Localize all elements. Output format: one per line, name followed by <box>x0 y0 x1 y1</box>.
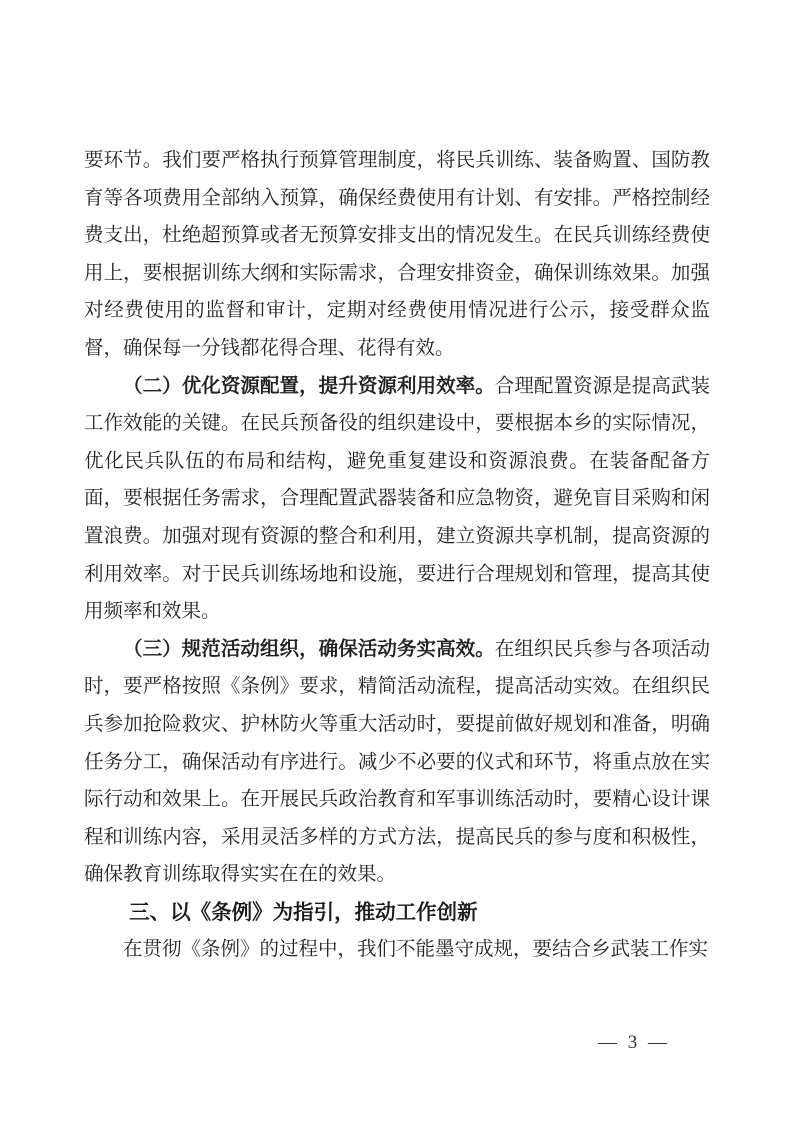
document-body <box>84 142 710 969</box>
paragraph-innovation-intro <box>84 931 710 969</box>
paragraph-resource-allocation <box>84 368 710 631</box>
section-heading-3: 三、以《条例》为指引，推动工作创新 <box>129 900 478 924</box>
paragraph-lead-item-3: （三）规范活动组织，确保活动务实高效。 <box>123 638 495 660</box>
paragraph-activity-organization <box>84 631 710 894</box>
paragraph-text: 合理配置资源是提高武装工作效能的关键。在民兵预备役的组织建设中，要根据本乡的实际情况，优化民兵队伍的布局和结构，避免重复建设和资源浪费。在装备配备方面，要根据任务需求，合理配置武器装备和应急物资，避免盲目采购和闲置浪费。加强对现有资源的整合和利用，建立资源共享机制，提高资源的利用效率。对于民兵训练场地和设施，要进行合理规划和管理，提高其使用频率和效果。 <box>84 375 710 623</box>
paragraph-text: 在组织民兵参与各项活动时，要严格按照《条例》要求，精简活动流程，提高活动实效。在组织民兵参加抢险救灾、护林防火等重大活动时，要提前做好规划和准备，明确任务分工，确保活动有序进行。减少不必要的仪式和环节，将重点放在实际行动和效果上。在开展民兵政治教育和军事训练活动时，要精心设计课程和训练内容，采用灵活多样的方式方法，提高民兵的参与度和积极性，确保教育训练取得实实在在的效果。 <box>84 638 710 886</box>
paragraph-text: 要环节。我们要严格执行预算管理制度，将民兵训练、装备购置、国防教育等各项费用全部纳入预算，确保经费使用有计划、有安排。严格控制经费支出，杜绝超预算或者无预算安排支出的情况发生。在民兵训练经费使用上，要根据训练大纲和实际需求，合理安排资金，确保训练效果。加强对经费使用的监督和审计，定期对经费使用情况进行公示，接受群众监督，确保每一分钱都花得合理、花得有效。 <box>84 150 710 359</box>
paragraph-text: 在贯彻《条例》的过程中，我们不能墨守成规，要结合乡武装工作实 <box>123 939 709 961</box>
paragraph-budget-management <box>84 142 710 368</box>
paragraph-lead-item-2: （二）优化资源配置，提升资源利用效率。 <box>123 375 495 397</box>
page-number: — 3 — <box>598 1032 670 1053</box>
